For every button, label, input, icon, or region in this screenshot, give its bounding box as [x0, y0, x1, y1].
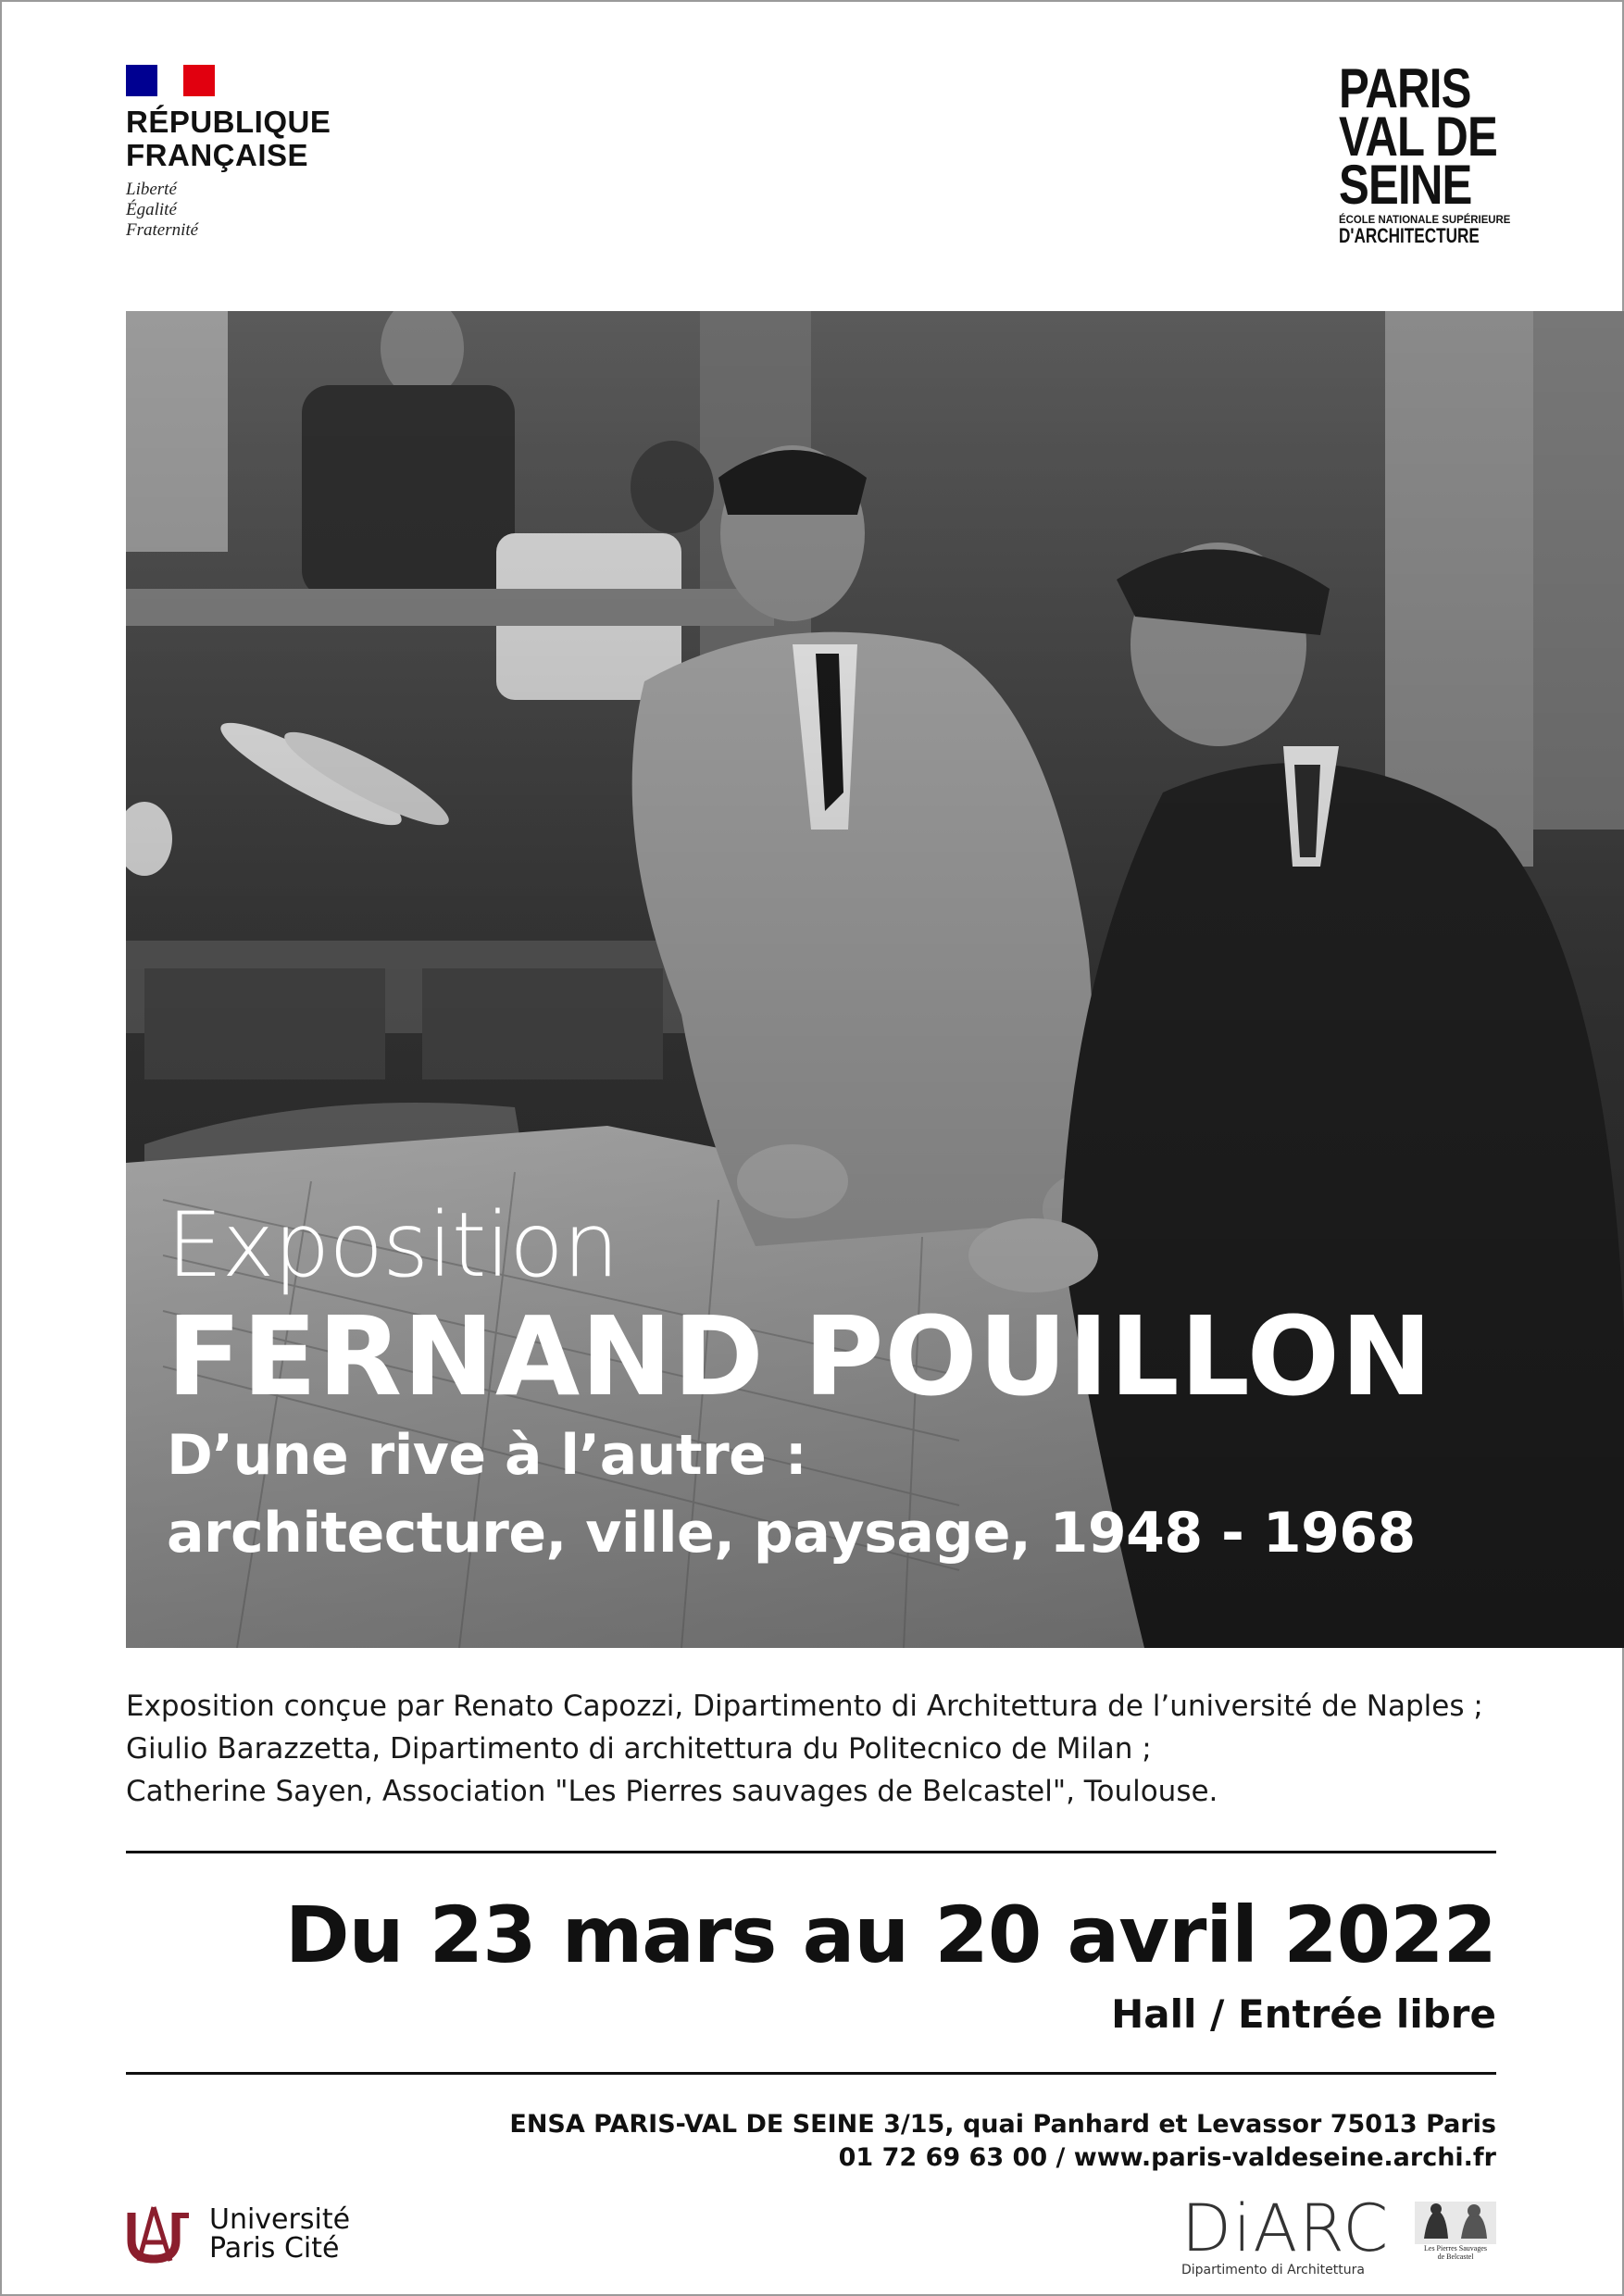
upc-emblem-icon [126, 2203, 193, 2265]
school-logo-line1: PARIS [1339, 57, 1471, 119]
belcastel-line2: de Belcastel [1437, 2252, 1474, 2261]
school-logo-line3: SEINE [1339, 154, 1472, 216]
rf-name-line1: RÉPUBLIQUE [126, 105, 331, 139]
diarc-wordmark: DiARC [1181, 2190, 1391, 2266]
belcastel-caption [1415, 2244, 1496, 2261]
school-logo-line5: D'ARCHITECTURE [1339, 224, 1480, 247]
exhibition-title-block [167, 1194, 1433, 1572]
upc-line1: Université [209, 2203, 351, 2236]
credit-line: Exposition conçue par Renato Capozzi, Dipartimento di Architettura de l’université de Naples ; [126, 1690, 1483, 1723]
motto-fraternite: Fraternité [126, 220, 199, 240]
address-block [509, 2108, 1496, 2175]
exhibition-subtitle-line2: architecture, ville, paysage, 1948 - 1968 [167, 1501, 1416, 1566]
universite-paris-cite-logo [126, 2203, 350, 2265]
school-logo [1339, 57, 1511, 247]
divider-bottom [126, 2072, 1496, 2075]
exhibition-kicker: Exposition [167, 1193, 618, 1297]
exhibition-title: FERNAND POUILLON [167, 1292, 1433, 1420]
divider-top [126, 1851, 1496, 1853]
diarc-logo [1181, 2190, 1391, 2277]
diarc-subtitle: Dipartimento di Architettura [1181, 2263, 1365, 2277]
rf-name-line2: FRANÇAISE [126, 138, 309, 172]
motto-liberte: Liberté [126, 180, 177, 199]
event-venue: Hall / Entrée libre [1111, 1991, 1496, 2037]
belcastel-line1: Les Pierres Sauvages [1424, 2244, 1487, 2252]
rf-name [126, 106, 331, 172]
upc-line2: Paris Cité [209, 2232, 340, 2265]
belcastel-logo [1415, 2202, 1496, 2265]
french-flag-icon [126, 65, 215, 96]
address-line: ENSA PARIS-VAL DE SEINE 3/15, quai Panhard et Levassor 75013 Paris [509, 2110, 1496, 2139]
credits [126, 1685, 1483, 1813]
school-logo-line2: VAL DE [1339, 106, 1497, 168]
credit-line: Catherine Sayen, Association "Les Pierres sauvages de Belcastel", Toulouse. [126, 1775, 1218, 1808]
contact-line[interactable]: 01 72 69 63 00 / www.paris-valdeseine.archi.fr [838, 2143, 1496, 2172]
republique-francaise-logo [126, 65, 331, 241]
belcastel-emblem-icon [1415, 2202, 1496, 2244]
rf-motto [126, 180, 331, 241]
exhibition-subtitle-line1: D’une rive à l’autre : [167, 1423, 807, 1488]
motto-egalite: Égalité [126, 200, 177, 219]
event-dates: Du 23 mars au 20 avril 2022 [284, 1890, 1496, 1980]
upc-text [209, 2205, 350, 2263]
credit-line: Giulio Barazzetta, Dipartimento di architettura du Politecnico de Milan ; [126, 1732, 1152, 1766]
school-logo-line4: ÉCOLE NATIONALE SUPÉRIEURE [1339, 213, 1511, 226]
